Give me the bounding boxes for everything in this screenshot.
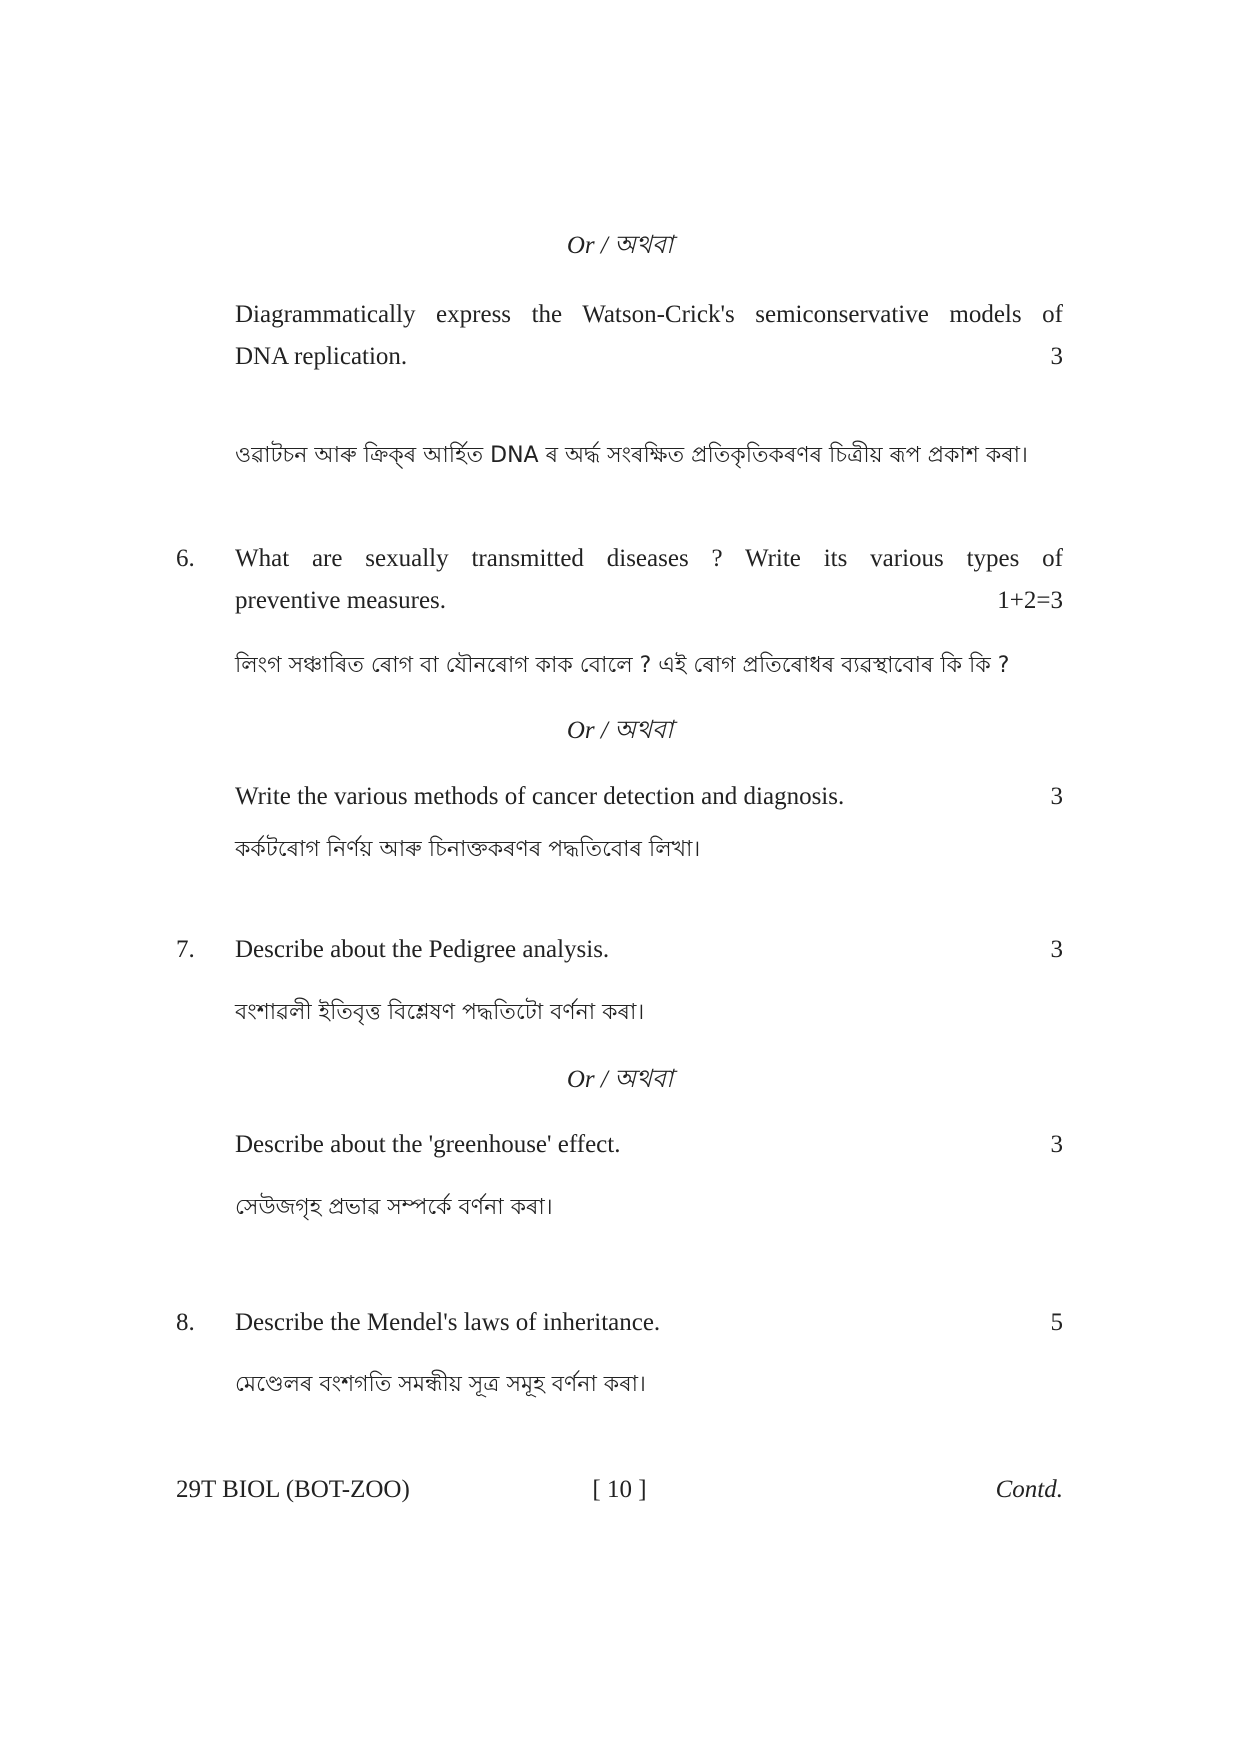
- page-footer: [176, 1470, 1063, 1510]
- q6-alt-assamese: কৰ্কটৰোগ নিৰ্ণয় আৰু চিনাক্তকৰণৰ পদ্ধতিবোৰ লিখা।: [235, 837, 701, 862]
- continued-label: Contd.: [995, 1476, 1063, 1503]
- or-separator-3: Or / অথবা: [566, 1066, 674, 1093]
- paper-code: 29T BIOL (BOT-ZOO): [176, 1476, 410, 1503]
- q6-alt-marks: 3: [1050, 783, 1063, 810]
- q6-assamese: লিংগ সঞ্চাৰিত ৰোগ বা যৌনৰোগ কাক বোলে ? এই ৰোগ প্ৰতিৰোধৰ ব্যৱস্থাবোৰ কি কি ?: [235, 653, 1010, 678]
- q5-alt-assamese: ওৱাটচন আৰু ক্ৰিক্‌ৰ আৰ্হিত DNA ৰ অৰ্দ্ধ সংৰক্ষিত প্ৰতিকৃতিকৰণৰ চিত্ৰীয় ৰূপ প্ৰকাশ কৰা।: [235, 443, 1028, 468]
- q7-alt-text: Describe about the 'greenhouse' effect.: [235, 1131, 621, 1158]
- q6-alternative-row: [235, 776, 1063, 818]
- q6-line-1: What are sexually transmitted diseases ? Write its various types of: [235, 545, 1063, 572]
- q6-line-2: preventive measures.: [235, 587, 447, 614]
- question-5-alternative: [235, 294, 1063, 378]
- q6-alt-text: Write the various methods of cancer detection and diagnosis.: [235, 783, 845, 810]
- question-8-row: [235, 1302, 1063, 1344]
- q7-marks: 3: [1050, 936, 1063, 963]
- q7-alt-assamese: সেউজগৃহ প্ৰভাৱ সম্পৰ্কে বৰ্ণনা কৰা।: [235, 1195, 553, 1220]
- q8-assamese: মেণ্ডেলৰ বংশগতি সমন্ধীয় সূত্ৰ সমূহ বৰ্ণনা কৰা।: [235, 1372, 646, 1397]
- q5-alt-line-2-row: [235, 336, 1063, 378]
- q7-alt-marks: 3: [1050, 1131, 1063, 1158]
- q7-number: 7.: [176, 936, 195, 963]
- page-number: [ 10 ]: [592, 1476, 647, 1503]
- q5-alt-line-2: DNA replication.: [235, 343, 408, 370]
- q7-alternative-row: [235, 1124, 1063, 1166]
- q5-alt-line-1: Diagrammatically express the Watson-Crick's semiconservative models of: [235, 301, 1063, 328]
- q8-marks: 5: [1050, 1309, 1063, 1336]
- or-separator-1: Or / অথবা: [566, 232, 674, 259]
- q6-number: 6.: [176, 545, 195, 572]
- q6-marks: 1+2=3: [997, 587, 1063, 614]
- question-6: [235, 538, 1063, 622]
- q7-assamese: বংশাৱলী ইতিবৃত্ত বিশ্লেষণ পদ্ধতিটো বৰ্ণনা কৰা।: [235, 1000, 645, 1025]
- q5-alt-marks: 3: [1050, 343, 1063, 370]
- q8-text: Describe the Mendel's laws of inheritance.: [235, 1309, 661, 1336]
- question-7-row: [235, 929, 1063, 971]
- q7-text: Describe about the Pedigree analysis.: [235, 936, 610, 963]
- q6-line-2-row: [235, 580, 1063, 622]
- q8-number: 8.: [176, 1309, 195, 1336]
- or-separator-2: Or / অথবা: [566, 717, 674, 744]
